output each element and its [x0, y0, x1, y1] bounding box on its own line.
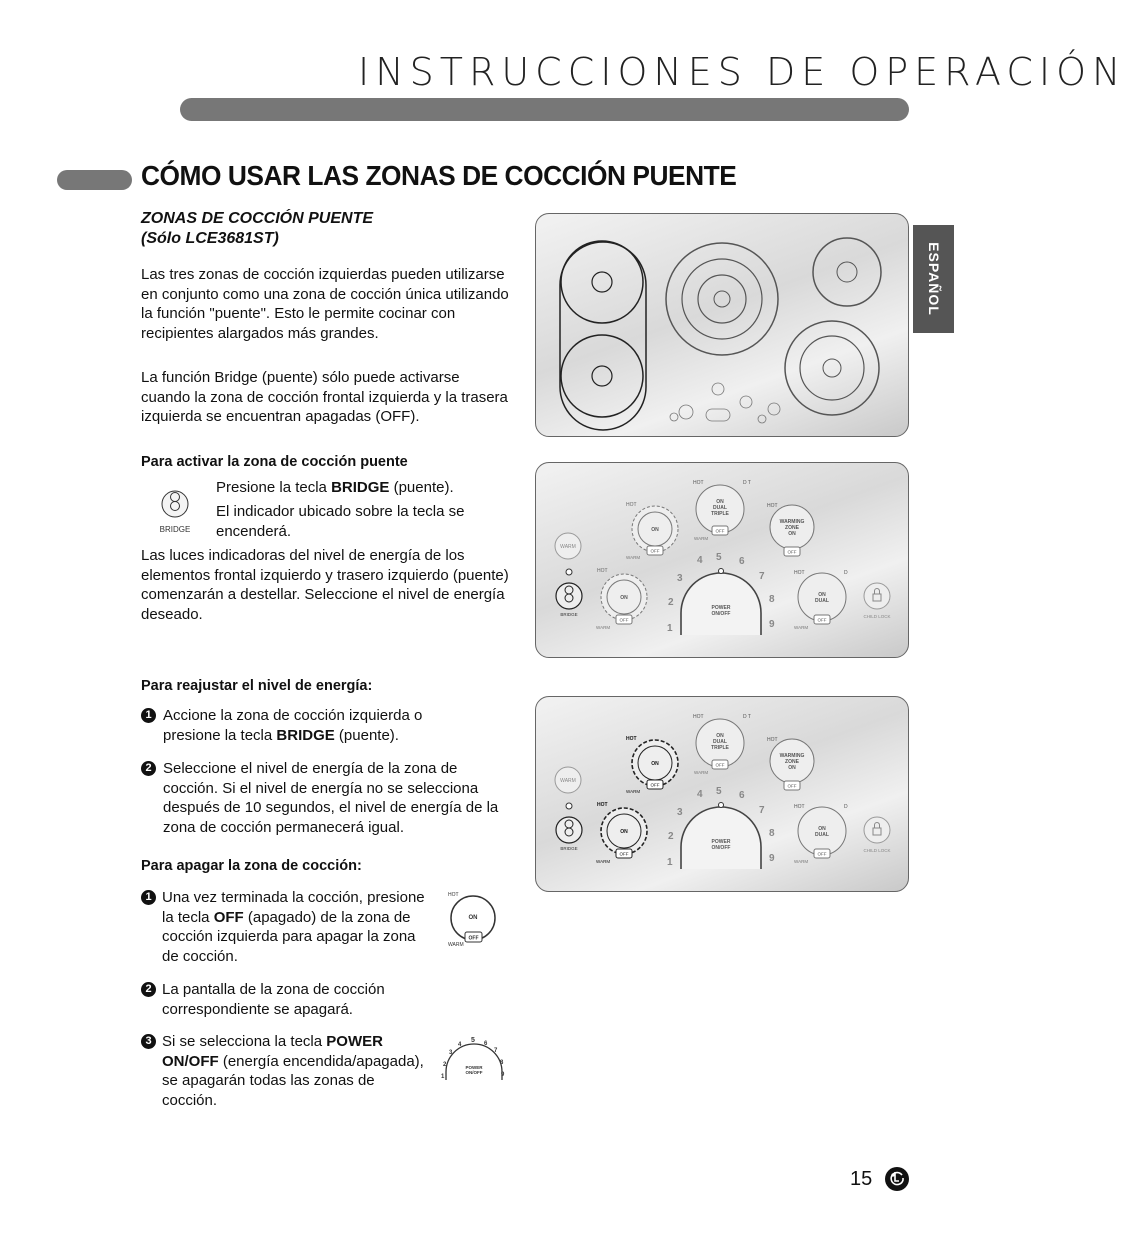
- panel-label: 4: [697, 555, 703, 566]
- panel-label: ON: [818, 826, 826, 832]
- panel-label: OFF: [650, 548, 660, 554]
- panel-shape: [719, 569, 724, 574]
- panel-label: POWER: [711, 839, 731, 845]
- panel-shape: [681, 573, 761, 635]
- label-dt: D T: [743, 714, 751, 720]
- panel-label: WARMING: [779, 519, 805, 525]
- label-hot: HOT: [693, 714, 704, 720]
- header-bar: [180, 98, 909, 121]
- panel-label: TRIPLE: [711, 745, 729, 751]
- panel-label: WARM: [694, 770, 709, 775]
- off-title: Para apagar la zona de cocción:: [141, 858, 362, 874]
- panel-label: 6: [739, 790, 745, 801]
- panel-shape: [864, 817, 890, 843]
- panel-label: 7: [759, 805, 765, 816]
- panel-label: 2: [668, 597, 674, 608]
- svg-text:2: 2: [443, 1062, 447, 1068]
- panel-label: OFF: [619, 851, 629, 857]
- panel-label: WARM: [626, 555, 641, 560]
- panel-label: ON: [620, 595, 628, 601]
- panel-label: OFF: [650, 782, 660, 788]
- panel-shape: [556, 817, 582, 843]
- cooktop-drawing: [536, 214, 908, 436]
- panel-label: HOT: [794, 804, 805, 810]
- panel-label: TRIPLE: [711, 511, 729, 517]
- panel-label: 7: [759, 571, 765, 582]
- panel-label: OFF: [619, 617, 629, 623]
- control-panel-1: [535, 462, 909, 658]
- label-dt: D T: [743, 480, 751, 486]
- cooktop-image: [535, 213, 909, 437]
- panel-label: OFF: [787, 549, 797, 555]
- panel-label: D: [844, 804, 848, 810]
- panel-label: BRIDGE: [560, 612, 578, 617]
- panel-label: WARMING: [779, 753, 805, 759]
- panel-label: 1: [667, 623, 673, 634]
- panel-shape: [719, 803, 724, 808]
- panel-label: OFF: [817, 851, 827, 857]
- control-panel-2: [535, 696, 909, 892]
- activate-paragraph: Las luces indicadoras del nivel de energía de los elementos frontal izquierdo y trasero izquierdo (puente) comenzarán a destellar. Seleccione el nivel de energía deseado.: [141, 547, 509, 623]
- subsection-line1: ZONAS DE COCCIÓN PUENTE: [141, 210, 374, 227]
- svg-text:5: 5: [471, 1037, 475, 1044]
- panel-shape: [864, 583, 890, 609]
- panel-label: ON: [788, 765, 796, 771]
- panel-label: DUAL: [815, 832, 829, 838]
- panel-label: DUAL: [815, 598, 829, 604]
- panel-label: HOT: [597, 802, 608, 808]
- panel-label: WARM: [596, 625, 611, 630]
- panel-label: 6: [739, 556, 745, 567]
- panel-label: ON: [788, 531, 796, 537]
- power-key-icon: [436, 1028, 512, 1084]
- panel-label: CHILD LOCK: [863, 848, 891, 853]
- panel-label: WARM: [560, 544, 576, 550]
- panel-label: ON: [620, 829, 628, 835]
- svg-text:HOT: HOT: [448, 892, 459, 898]
- panel-label: WARM: [596, 859, 611, 864]
- panel-label: ON/OFF: [711, 611, 731, 617]
- panel-label: D: [844, 570, 848, 576]
- activate-step-1: Presione la tecla BRIDGE (puente).: [216, 479, 454, 496]
- page-header-title: INSTRUCCIONES DE OPERACIÓN: [358, 50, 1126, 94]
- panel-label: 9: [769, 853, 775, 864]
- svg-text:ON/OFF: ON/OFF: [465, 1070, 483, 1075]
- panel-label: ON/OFF: [711, 845, 731, 851]
- language-tab: [913, 225, 954, 333]
- panel-label: ON: [818, 592, 826, 598]
- panel-label: WARM: [626, 789, 641, 794]
- panel-label: ZONE: [785, 759, 799, 765]
- panel-label: BRIDGE: [560, 846, 578, 851]
- svg-text:7: 7: [494, 1048, 498, 1054]
- language-tab-label: ESPAÑOL: [925, 242, 942, 316]
- panel-label: OFF: [715, 762, 725, 768]
- panel-label: WARM: [694, 536, 709, 541]
- panel-label: OFF: [817, 617, 827, 623]
- svg-text:3: 3: [449, 1050, 453, 1056]
- step-number: 1: [141, 708, 156, 723]
- panel-label: 1: [667, 857, 673, 868]
- panel-label: HOT: [794, 570, 805, 576]
- panel-shape: [566, 803, 572, 809]
- step-number: 3: [141, 1034, 156, 1049]
- section-title: CÓMO USAR LAS ZONAS DE COCCIÓN PUENTE: [141, 160, 737, 191]
- panel-label: HOT: [626, 502, 637, 508]
- activate-step-2: El indicador ubicado sobre la tecla se encenderá.: [216, 503, 465, 540]
- svg-text:6: 6: [484, 1041, 488, 1047]
- panel-shape: [681, 807, 761, 869]
- panel-label: ON: [716, 499, 724, 505]
- intro-paragraph-1: Las tres zonas de cocción izquierdas pueden utilizarse en conjunto como una zona de cocción única utilizando la función "puente". Esto le permite cocinar con recipientes alargados más grandes.: [141, 266, 509, 342]
- page-number: 15: [850, 1168, 873, 1190]
- panel-label: WARM: [794, 859, 809, 864]
- panel-label: WARM: [794, 625, 809, 630]
- activate-title: Para activar la zona de cocción puente: [141, 454, 408, 470]
- off-step-1: Una vez terminada la cocción, presione la tecla OFF (apagado) de la zona de cocción izquierda para apagar la zona de cocción.: [162, 889, 425, 965]
- lg-logo-icon: [884, 1166, 910, 1192]
- panel-label: OFF: [715, 528, 725, 534]
- svg-text:4: 4: [458, 1042, 462, 1048]
- panel-label: HOT: [767, 503, 778, 509]
- panel-label: 3: [677, 573, 683, 584]
- panel-label: 5: [716, 786, 722, 797]
- panel-label: POWER: [711, 605, 731, 611]
- section-pill: [57, 170, 132, 190]
- panel-label: ON: [716, 733, 724, 739]
- intro-paragraph-2: La función Bridge (puente) sólo puede activarse cuando la zona de cocción frontal izquierda y la trasera izquierda se encuentran apagadas (OFF).: [141, 369, 508, 426]
- panel-shape: [566, 569, 572, 575]
- panel-label: CHILD LOCK: [863, 614, 891, 619]
- subsection-title: [141, 209, 373, 249]
- readjust-step-2: Seleccione el nivel de energía de la zona de cocción. Si el nivel de energía no se selecciona después de 10 segundos, el nivel de energía de la zona de cocción permanecerá igual.: [163, 760, 499, 836]
- svg-text:9: 9: [501, 1072, 505, 1078]
- off-step-2: La pantalla de la zona de cocción correspondiente se apagará.: [162, 981, 385, 1018]
- panel-label: 8: [769, 828, 775, 839]
- svg-text:ON: ON: [468, 915, 478, 921]
- off-step-3: Si se selecciona la tecla POWER ON/OFF (energía encendida/apagada), se apagarán todas las zonas de cocción.: [162, 1033, 424, 1109]
- panel-label: HOT: [767, 737, 778, 743]
- on-off-key-icon: [444, 888, 504, 950]
- panel-label: HOT: [597, 568, 608, 574]
- panel-label: 9: [769, 619, 775, 630]
- svg-text:POWER: POWER: [465, 1065, 483, 1070]
- panel-label: 8: [769, 594, 775, 605]
- panel-label: DUAL: [713, 739, 727, 745]
- svg-text:WARM: WARM: [448, 942, 464, 948]
- panel-label: OFF: [787, 783, 797, 789]
- panel-shape: [556, 583, 582, 609]
- panel-label: ON: [651, 761, 659, 767]
- panel-label: 3: [677, 807, 683, 818]
- readjust-step-1: Accione la zona de cocción izquierda o presione la tecla BRIDGE (puente).: [163, 707, 423, 744]
- label-hot: HOT: [693, 480, 704, 486]
- step-number: 1: [141, 890, 156, 905]
- readjust-title: Para reajustar el nivel de energía:: [141, 678, 373, 694]
- panel-label: ON: [651, 527, 659, 533]
- panel-label: HOT: [626, 736, 637, 742]
- panel-label: DUAL: [713, 505, 727, 511]
- svg-text:OFF: OFF: [468, 935, 479, 942]
- panel-label: 5: [716, 552, 722, 563]
- subsection-line2: (Sólo LCE3681ST): [141, 230, 279, 247]
- bridge-icon-label: BRIDGE: [159, 525, 191, 534]
- panel-label: 4: [697, 789, 703, 800]
- panel-label: 2: [668, 831, 674, 842]
- step-number: 2: [141, 982, 156, 997]
- panel-label: WARM: [560, 778, 576, 784]
- svg-text:1: 1: [441, 1074, 445, 1080]
- step-number: 2: [141, 761, 156, 776]
- svg-text:8: 8: [500, 1060, 504, 1066]
- panel-label: ZONE: [785, 525, 799, 531]
- bridge-key-icon: [155, 484, 199, 536]
